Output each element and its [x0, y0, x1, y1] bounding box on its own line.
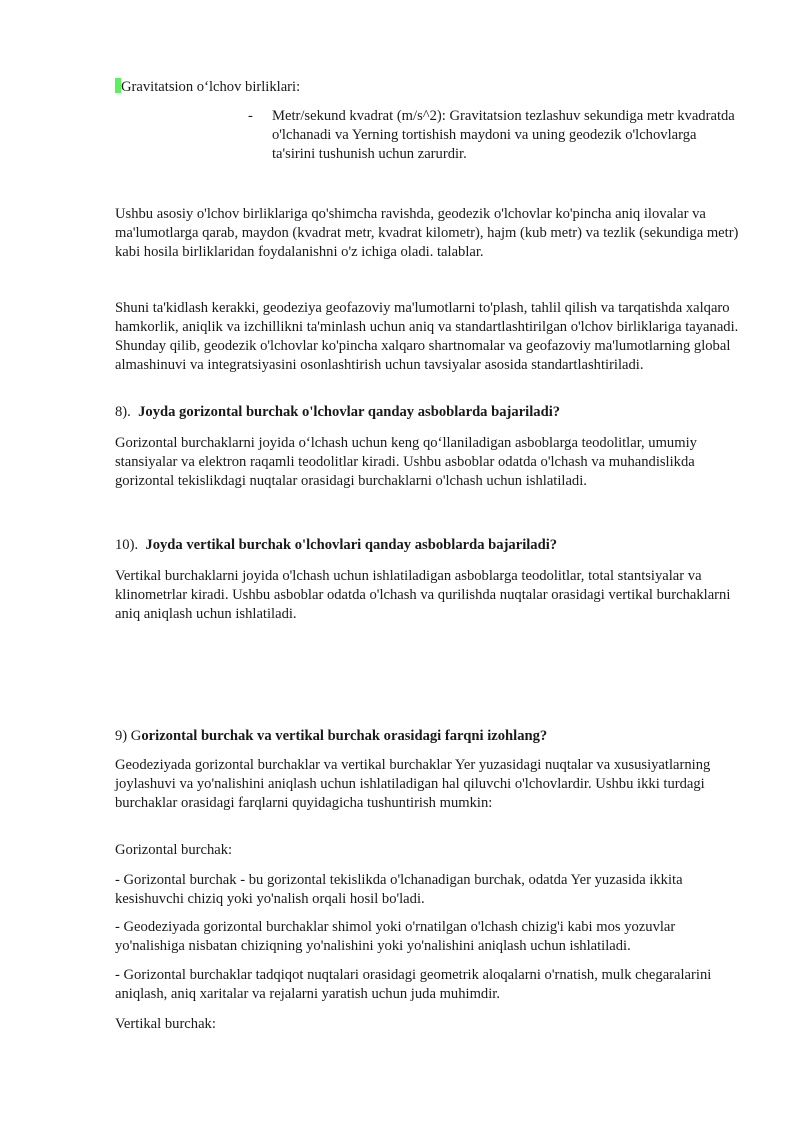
paragraph-derived-units: Ushbu asosiy o'lchov birliklariga qo'shimcha ravishda, geodezik o'lchovlar ko'pincha aniq ilovalar va ma'lumotlarga qarab, maydon (kvadrat metr, kvadrat kilometr), hajm (kub metr) va tezlik (sekundiga metr) kabi hosila birliklaridan foydalanishni o'z ichiga oladi. talablar. — [115, 206, 739, 260]
horizontal-point-3: - Gorizontal burchaklar tadqiqot nuqtalari orasidagi geometrik aloqalarni o'rnatish, mulk chegaralarini aniqlash, aniq xaritalar va rejalarni yaratish uchun juda muhimdir. — [115, 967, 712, 1002]
section-title — [115, 78, 745, 97]
question-9-text: orizontal burchak va vertikal burchak orasidagi farqni izohlang? — [141, 728, 548, 744]
horizontal-point-1: - Gorizontal burchak - bu gorizontal tekislikda o'lchanadigan burchak, odatda Yer yuzasida ikkita kesishuvchi chiziq yoki yo'nalish orqali hosil bo'ladi. — [115, 872, 683, 907]
question-8-text: Joyda gorizontal burchak o'lchovlar qanday asboblarda bajariladi? — [138, 404, 561, 420]
question-10-number: 10). — [115, 537, 139, 553]
vertical-angle-label: Vertikal burchak: — [115, 1016, 216, 1032]
question-9-heading — [115, 727, 745, 746]
question-10-heading — [115, 536, 745, 555]
paragraph-standardization: Shuni ta'kidlash kerakki, geodeziya geofazoviy ma'lumotlarni to'plash, tahlil qilish va tarqatishda xalqaro hamkorlik, aniqlik va izchillikni ta'minlash uchun aniq va standartlashtirilgan o'lchov birliklariga tayanadi. Shunday qilib, geodezik o'lchovlar ko'pincha xalqaro shartnomalar va geofazoviy ma'lumotlarning global almashinuvi va integratsiyasini osonlashtirish uchun tavsiyalar asosida standartlashtiriladi. — [115, 300, 739, 373]
bullet-dash: - — [248, 108, 253, 124]
bullet-text: Metr/sekund kvadrat (m/s^2): Gravitatsion tezlashuv sekundiga metr kvadratda o'lchanadi va Yerning tortishish maydoni va uning geodezik o'lchovlarga ta'sirini tushunish uchun zarurdir. — [272, 108, 735, 162]
question-8-answer: Gorizontal burchaklarni joyida o‘lchash uchun keng qo‘llaniladigan asboblarga teodolitlar, umumiy stansiyalar va elektron raqamli teodolitlar kiradi. Ushbu asboblar odatda o'lchash va muhandislikda gorizontal tekislikdagi nuqtalar orasidagi burchaklarni o'lchash uchun ishlatiladi. — [115, 435, 697, 489]
question-10-answer: Vertikal burchaklarni joyida o'lchash uchun ishlatiladigan asboblarga teodolitlar, total stantsiyalar va klinometrlar kiradi. Ushbu asboblar odatda o'lchash va qurilishda nuqtalar orasidagi vertikal burchaklarni aniq aniqlash uchun ishlatiladi. — [115, 568, 731, 622]
question-9-intro: Geodeziyada gorizontal burchaklar va vertikal burchaklar Yer yuzasidagi nuqtalar va xususiyatlarning joylashuvi va yo'nalishini aniqlash uchun ishlatiladigan hal qiluvchi o'lchovlardir. Ushbu ikki turdagi burchaklar orasidagi farqlarni quyidagicha tushuntirish mumkin: — [115, 757, 711, 811]
question-9-number: 9) G — [115, 728, 142, 744]
question-8-heading — [115, 403, 745, 422]
horizontal-angle-label: Gorizontal burchak: — [115, 842, 233, 858]
section-title-text: Gravitatsion o‘lchov birliklari: — [121, 79, 301, 95]
question-8-number: 8). — [115, 404, 131, 420]
horizontal-point-2: - Geodeziyada gorizontal burchaklar shimol yoki o'rnatilgan o'lchash chizig'i kabi mos yozuvlar yo'nalishiga nisbatan chiziqning yo'nalishini yoki yo'nalishini aniqlash uchun ishlatiladi. — [115, 919, 676, 954]
question-10-text: Joyda vertikal burchak o'lchovlari qanday asboblarda bajariladi? — [145, 537, 558, 553]
